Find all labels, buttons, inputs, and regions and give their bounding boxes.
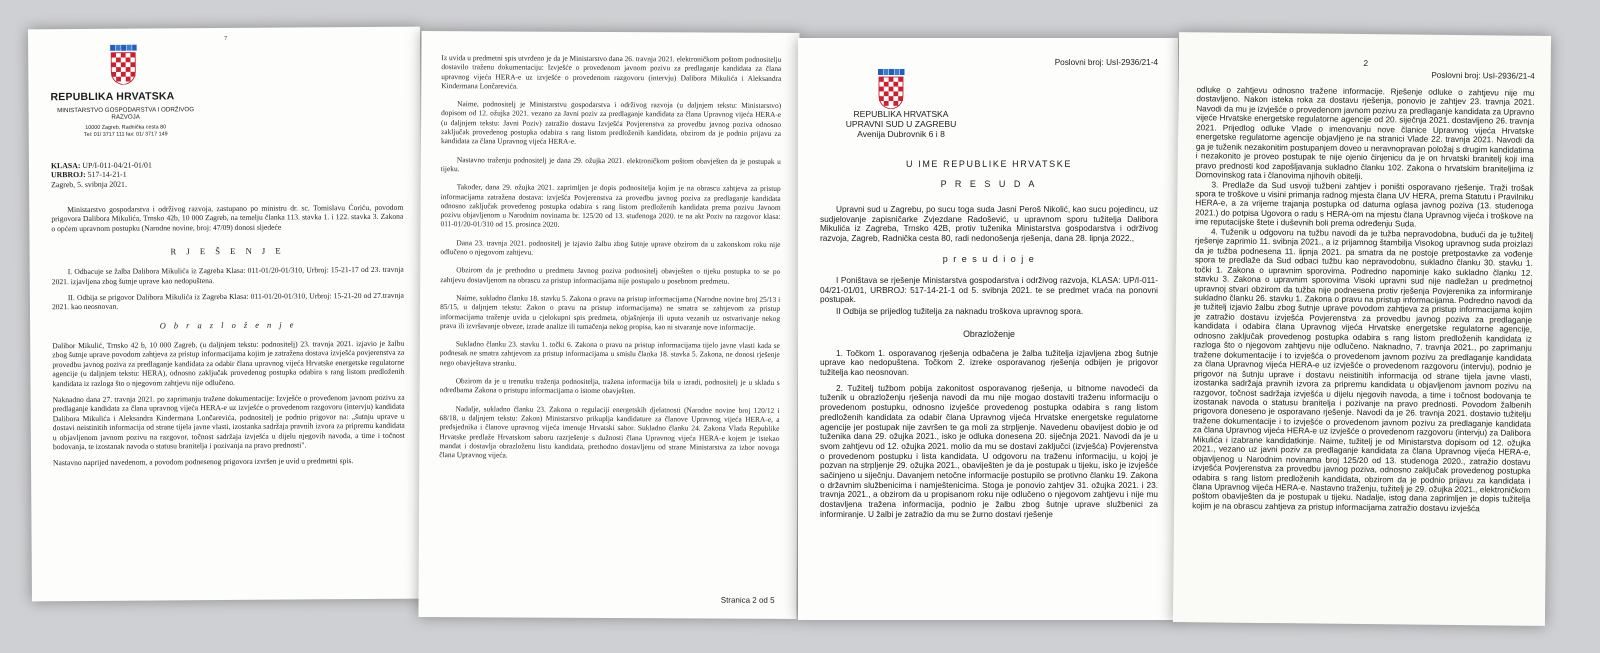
paragraph: Naime, podnositelj je Ministarstvu gospodarstva i održivog razvoja (u daljnjem tekstu: Ministarstvo) dopisom od 12. ožujka 2021. vezano za Javni poziv za predlaganje kandidata za člana Upravnog vijeća HERA-e (u daljnjem tekstu: Javni Poziv) zatražio dostavu Izvješća Povjerenstva za provedbu javnog poziva odnosno zaključak provedenog postupka odabira s rang listom predloženih kandidata, obzirom da je podnio prijavu za kandidata za člana Upravnog vijeća HERA-e. — [440, 99, 782, 147]
klasa-value: UP/I-011-04/21-01/01 — [82, 160, 152, 170]
document-page-2 — [418, 31, 799, 619]
ruling-point-2: II. Odbija se prigovor Dalibora Mikulića iz Zagreba Klasa: 011-01/20-01/310, Urbroj: 15-21-20 od 27.travnja 2021. kao neosnovan. — [51, 290, 404, 312]
reasoning-paragraph-1: 1. Točkom 1. osporavanog rješenja odbačena je žalba tužitelja izjavljena zbog šutnje uprave kao nedopuštena. Točkom 2. izreke osporavanog rješenja odbijen je prigovor tužitelja kao neosnovan. — [820, 347, 1158, 378]
intro-paragraph: Ministarstvo gospodarstva i održivog razvoja, zastupano po ministru dr. sc. Tomislavu Ćoriću, povodom prigovora Dalibora Mikulića, Trnsko 42b, 10 000 Zagreb, na temelju članka 113. stavka 1. i 122. stavka 3. Zakona o općem upravnom postupku (Narodne novine, broj: 47/09) donosi sljedeće — [51, 202, 404, 234]
ministry-address: 10000 Zagreb, Radnička cesta 80 — [85, 124, 167, 131]
paragraph: 3. Predlaže da Sud usvoji tužbeni zahtjev i poništi osporavano rješenje. Traži trošak spora te troškove u visini primanja radnog mjesta člana UV HERA, prema Statutu i Pravilniku HERA-e, a za vrijeme trajanja postupka od datuma oglasa javnog poziva (13. studenoga 2021.) do potpisa Ugovora o radu s HERA-om na mjestu člana Upravnog vijeća i troškove na ime reputacijske štete i duševnih boli prema određenju Suda. — [1195, 179, 1534, 229]
obrazlozenje-title: O b r a z l o ž e n j e — [159, 320, 297, 331]
reasoning-paragraph-2: Naknadno dana 27. travnja 2021. po zaprimanju tražene dokumentacije: Izvješće o provedenom javnom pozivu za predlaganje kandidata za člana upravnog vijeća HERA-e uz izvješće o provedenom razgovoru (intervju) kandidata Dalibora Mikulića i Aleksandra Kindermana Lončarevića, podnositelj je podnio prigovor na: „šutnju uprave u dostavi neistinitih informacija od strane tijela javne vlasti, izostanka sadržaja pravnih izvora za pripremu kandidata u objavljenom javnom pozivu na razgovor, točnost sadržaja izvješća u dijelu njegovih navoda, a time i točnost bodovanja, te izostanak navoda o statusu branitelja i pozivanja na pravo prednosti". — [52, 392, 405, 452]
paragraph: Nadalje, sukladno članku 23. Zakona o regulaciji energetskih djelatnosti (Narodne novine broj 120/12 i 68/18, u daljnjem tekstu: Zakon) Ministarstvo prikuplja kandidature za članove Upravnog vijeća HERA-e, a predsjednika i članove upravnog vijeća imenuje Hrvatski sabor. Sukladno članku 24. Zakona Vlada Republike Hrvatske predlaže Hrvatskom saboru razrješenje s dužnosti člana Upravnog vijeća HERA-e kojem je istekao mandat i dostavlja obrazloženu listu kandidata, prethodno dostavljenu od strane Ministarstva za izbor novoga člana Upravnog vijeća. — [439, 403, 780, 460]
urbroj-value: 517-14-21-1 — [87, 169, 127, 180]
court-intro: Upravni sud u Zagrebu, po sucu toga suda Jasni Peroš Nikolić, kao sucu pojedincu, uz sudjelovanje zapisničarke Zvjezdane Radošević, u upravnom sporu tužitelja Dalibora Mikulića iz Zagreba, Trnsko 42B, protiv tuženika Ministarstva gospodarstva i održivog razvoja, Zagreb, Radnička cesta 80, radi nedonošenja rješenja, dana 28. lipnja 2022., — [820, 204, 1158, 244]
page-mark: 7 — [224, 35, 228, 43]
paragraph: Također, dana 29. ožujka 2021. zaprimljen je dopis podnositelja kojim je na obrascu zahtjeva za pristup informacijama zatražena dostava: izvješća Povjerenstva za provedbu javnog poziva za predlaganje kandidata odnosno zaključak provedenog postupka odabira s rang listom predloženih kandidata prema pozivu Javnom pozivu objavljenom u Narodnim novinama br. 125/20 od 13. studenoga 2020. te na akt Poziv na razgovor klasa: 011-01/20-01/310 od 15. prosinca 2020. — [440, 182, 781, 230]
verdict-point-2: II Odbija se prijedlog tužitelja za naknadu troškova upravnog spora. — [836, 305, 1084, 316]
in-the-name-heading: U IME REPUBLIKE HRVATSKE — [906, 159, 1072, 169]
paragraph: Obzirom da je prethodno u predmetu Javnog poziva podnositelj obavješten o tijeku postupka to se po zahtjevu dostavljenom na obrascu za pristup informacijama nije postupalo u posebnom predmetu. — [440, 265, 781, 286]
reference-block — [51, 159, 403, 190]
reasoning-paragraph-3: Nastavno naprijed navedenom, a povodom podnesenog prigovora izvršen je uvid u predmetni spis. — [53, 456, 354, 468]
verdict-point-1: I Poništava se rješenje Ministarstva gospodarstva i održivog razvoja, KLASA: UP/I-011-04/21-01/01, URBROJ: 517-14-21-1 od 5. svibnja 2021. te se predmet vraća na ponovni postupak. — [820, 274, 1158, 305]
paragraph: odluke o zahtjevu odnosno tražene informacije. Rješenje odluke o zahtjevu nije mu dostavljeno. Nakon isteka roka za dostavu rješenja, ponovio je zahtjev 23. travnja 2021. Navodi da mu je izvješće o provedenom javnom pozivu za predlaganje kandidata za Upravno vijeće Hrvatske energetske regulatorne agencije od 20. siječnja 2021. dostavljeno 26. travnja 2021. Prijedlog odluke Vlade o imenovanju nove članice Upravnog vijeća Hrvatske energetske regulatorne agencije objavljeno je na stranici Vlade 22. travnja 2021. Navodi da ga je tuženik nezakonitim postupanjem doveo u neravnopravan položaj s drugim kandidatima i nezakonito je proveo postupak te nije ojenio činjenicu da je on hrvatski branitelj koji ima pravo prednosti kod zapošljavanja sukladno članku 102. Zakona o hrvatskim braniteljima iz Domovinskog rata i članovima njihovih obitelji. — [1195, 85, 1535, 182]
document-page-presuda — [798, 38, 1178, 620]
case-number: Poslovni broj: UsI-2936/21-4 — [1431, 70, 1535, 81]
urbroj-label: URBROJ: — [50, 170, 86, 180]
ministry-name: MINISTARSTVO GOSPODARSTVA I ODRŽIVOG RAZVOJA — [57, 106, 195, 122]
document-page-resenje — [28, 27, 424, 602]
paragraph: Sukladno članku 23. stavku 1. točki 6. Zakona o pravu na pristup informacijama tijelo javne vlasti kada se podnesak ne smatra zahtjevom za pristup informacijama u smislu članka 18. stavka 5. Zakona, ne donosi rješenje nego obavještava stranku. — [439, 339, 780, 368]
country-title: REPUBLIKA HRVATSKA — [50, 90, 175, 104]
presudio-heading: p r e s u d i o j e — [942, 253, 1036, 264]
page-number: 2 — [1363, 58, 1369, 69]
paragraph: 4. Tuženik u odgovoru na tužbu navodi da je tužba nepravodobna, budući da je tužitelj rješenje zaprimio 11. svibnja 2021., a iz prijamnog štambilja Visokog upravnog suda proizlazi da je tužba podnesena 11. lipnja 2021. pa smatra da ne postoje pretpostavke za vođenje spora te predlaže da Sud odbaci tužbu kao nepravodobnu, sukladno članku 30. stavku 1. točki 1. Zakona o upravnim sporovima. Podredno napominje kako sukladno članku 12. stavku 3. Zakona o upravnim sporovima Visoki upravni sud nije nadležan u predmetnoj upravnoj stvari obzirom da tužba nije podnesena protiv rješenja Povjerenika za informiranje sukladno članku 26. stavku 1. Zakona o pravu na pristup informacijama. Podredno navodi da je tužitelj izjavio žalbu zbog šutnje uprave povodom zahtjeva za pristup informacijama kojim je zatražio dostavu izvješća Povjerenstva za provedbu javnog poziva za predlaganje kandidata i odabira člana Upravnog vijeća Hrvatske energetske regulatorne agencije, odnosno zaključak provedenog postupka odabira s rang listom predloženih kandidata iz razloga što o njegovom zahtjevu nije odlučeno. Naknadno, 7. travnja 2021., po zaprimanju tražene dokumentacije i to izvješća o provedenom javnom pozivu za predlaganje kandidata za člana Upravnog vijeća HERA-e uz izvješće o provedenom razgovoru (intervju), podnio je prigovor na šutnju uprave i dostavu neistinitih informacija od strane tijela javne vlasti, izostanka sadržaja pravnih izvora za pripremu kandidata u objavljenom javnom pozivu na razgovor, točnost sadržaja izvješća u dijelu njegovih navoda, a time i točnost bodovanja te izostanak navoda o statusu branitelja i pozivanje na pravo prednosti. Povodom žalbenih prigovora doneseno je osporavano rješenje. Navodi da je 26. travnja 2021. dostavio tužitelju tražene dokumentacije i to izvješće o provedenom javnom pozivu za predlaganje kandidata za člana Upravnog vijeća HERA-e uz izvješće o provedenom razgovoru (intervju) za Dalibora Mikulića i izabrane kandidatkinje. Naime, tužitelj je od Ministarstva dopisom od 12. ožujka 2021., vezano uz javni poziv za predlaganje kandidata za člana Upravnog vijeća HERA-e, objavljenog u Narodnim novinama broj 125/20 od 13. studenoga 2020., zatražio dostavu izvješća Povjerenstva za provedbu javnog poziva, odnosno zaključak provedenog postupka odabira s rang listom predloženih kandidata, obzirom da je podnio prijavu za kandidata i člana Upravnog vijeća HERA-e. Nastavno traženju, tužitelj je 29. ožujka 2021., elektroničkom poštom obaviješten da je postupak u tijeku. Nadalje, istog dana zaprimljen je dopis tužitelja kojim je na obrascu zahtjeva za pristup informacijama zatražio dostavu izvješća — [1192, 227, 1534, 514]
paragraph: Obzirom da je u trenutku traženja podnositelja, tražena informacija bila u izradi, podnositelj je u skladu s odredbama Zakona o pristupu informacijama o istome obavješten. — [439, 376, 780, 396]
paragraph: Iz uvida u predmetni spis utvrđeno je da je Ministarstvo dana 26. travnja 2021. elektroničkom poštom podnositelju dostavilo traženu dokumentaciju: Izvješće o provedenom javnom pozivu za predlaganje kandidata za člana upravnog vijeća HERA-e uz izvješće o provedenom razgovoru (intervju) Dalibora Mikulića i Aleksandra Kindermana Lončarevića. — [441, 53, 782, 91]
paragraph: Naime, sukladno članku 18. stavku 5. Zakona o pravu na pristup informacijama (Narodne novine broj 25/13 i 85/15, u daljnjem tekstu: Zakon o pravu na pristup informacijama) ne smatra se zahtjevom za pristup informacijama traženje uvida u cjelokupni spis predmeta, objašnjenja ili uputa vezanih uz ostvarivanje nekog prava ili izvršavanje obveze, izrade analize ili tumačenja nekog propisa, kao ni stvaranje nove informacije. — [439, 293, 781, 332]
presuda-title: P R E S U D A — [940, 179, 1038, 189]
ruling-point-1: I. Odbacuje se žalba Dalibora Mikulića iz Zagreba Klasa: 011-01/20-01/310, Urbroj: 15-21-17 od 23. travnja 2021. izjavljena zbog šutnje uprave kao nedopuštena. — [51, 265, 404, 286]
croatian-coat-of-arms-icon — [108, 45, 138, 85]
reasoning-paragraph-2: 2. Tužitelj tužbom pobija zakonitost osporavanog rješenja, u bitnome navodeći da tuženik u obrazloženju rješenja navodi da mu nije mogao dostaviti traženu informaciju o provedenom postupku, odnosno izvješće provedenog postupka odabira s rang listom predloženih kandidata za odabir člana Upravnog vijeća Hrvatske energetske regulatorne agencije jer postupak nije završen te ga moli za strpljenje. Navedenu obavijest dobio je od tuženika dana 29. ožujka 2021., isko je odluka donesena 20. siječnja 2021. Navodi da je u svom zahtjevu od 12. ožujka 2021. molio da mu se dostavi zaključci (izvješća) Povjerenstva o provedenom postupku i lista kandidata. U odgovoru na traženu informaciju, u kojoj je pozvan na strpljenje 29. ožujka 2021., obaviješten je da je postupak u tijeku, isko je izvješće sačinjeno u siječnju. Davanjem netočne informacije postupilo se protivno članku 19. Zakona o državnim službenicima i namještenicima. Stoga je ponovio zahtjev 31. ožujka 2021. i 23. travnja 2021., a obzirom da u propisanom roku nije odlučeno o njegovom zahtjevu i nije mu dostavljena tražena informacija, podnio je žalbu zbog šutnje uprave službenici za informiranje. U žalbi je zatražio da mu se žurno dostavi rješenje — [820, 382, 1158, 519]
croatian-coat-of-arms-icon — [876, 69, 906, 109]
document-page-presuda-2 — [1173, 32, 1551, 626]
resenje-title: R J E Š E N J E — [170, 245, 285, 257]
court-name: UPRAVNI SUD U ZAGREBU — [845, 119, 957, 129]
paragraph: Nastavno traženju podnositelj je dana 29. ožujka 2021. elektroničkom poštom obavješten da je postupak u tijeku. — [440, 154, 781, 174]
paragraph: Dana 23. travnja 2021. podnositelj je izjavio žalbu zbog šutnje uprave obzirom da u zakonskom roku nije odlučeno o njegovom zahtjevu. — [440, 237, 781, 257]
case-number: Poslovni broj: UsI-2936/21-4 — [1054, 58, 1158, 67]
klasa-label: KLASA: — [50, 160, 81, 171]
document-date: Zagreb, 5. svibnja 2021. — [51, 179, 127, 189]
page-footer-number: Stranica 2 od 5 — [720, 595, 775, 605]
ministry-phone-fax: Tel: 01/ 3717 111 fax: 01/ 3717 149 — [83, 131, 168, 138]
country-title: REPUBLIKA HRVATSKA — [853, 109, 949, 119]
court-address: Avenija Dubrovnik 6 i 8 — [857, 129, 945, 139]
reasoning-paragraph-1: Dalibor Mikulić, Trnsko 42 b, 10 000 Zagreb, (u daljnjem tekstu: podnositelj) 23. travnja 2021. izjavio je žalbu zbog šutnje uprave povodom zahtjeva za pristup informacijama kojim je zatražena dostava izvješća povjerenstva za provedbu javnog poziva za predlaganje kandidata za odabir člana upravnog vijeća Hrvatske energetske regulatorne agencije (u daljnjem tekstu: HERA), odnosno zaključak provedenog postupka odabira s rang listom predloženih kandidata iz razloga što o njegovom zahtjevu nije odlučeno. — [52, 338, 405, 388]
obrazlozenje-title: Obrazloženje — [963, 328, 1015, 339]
